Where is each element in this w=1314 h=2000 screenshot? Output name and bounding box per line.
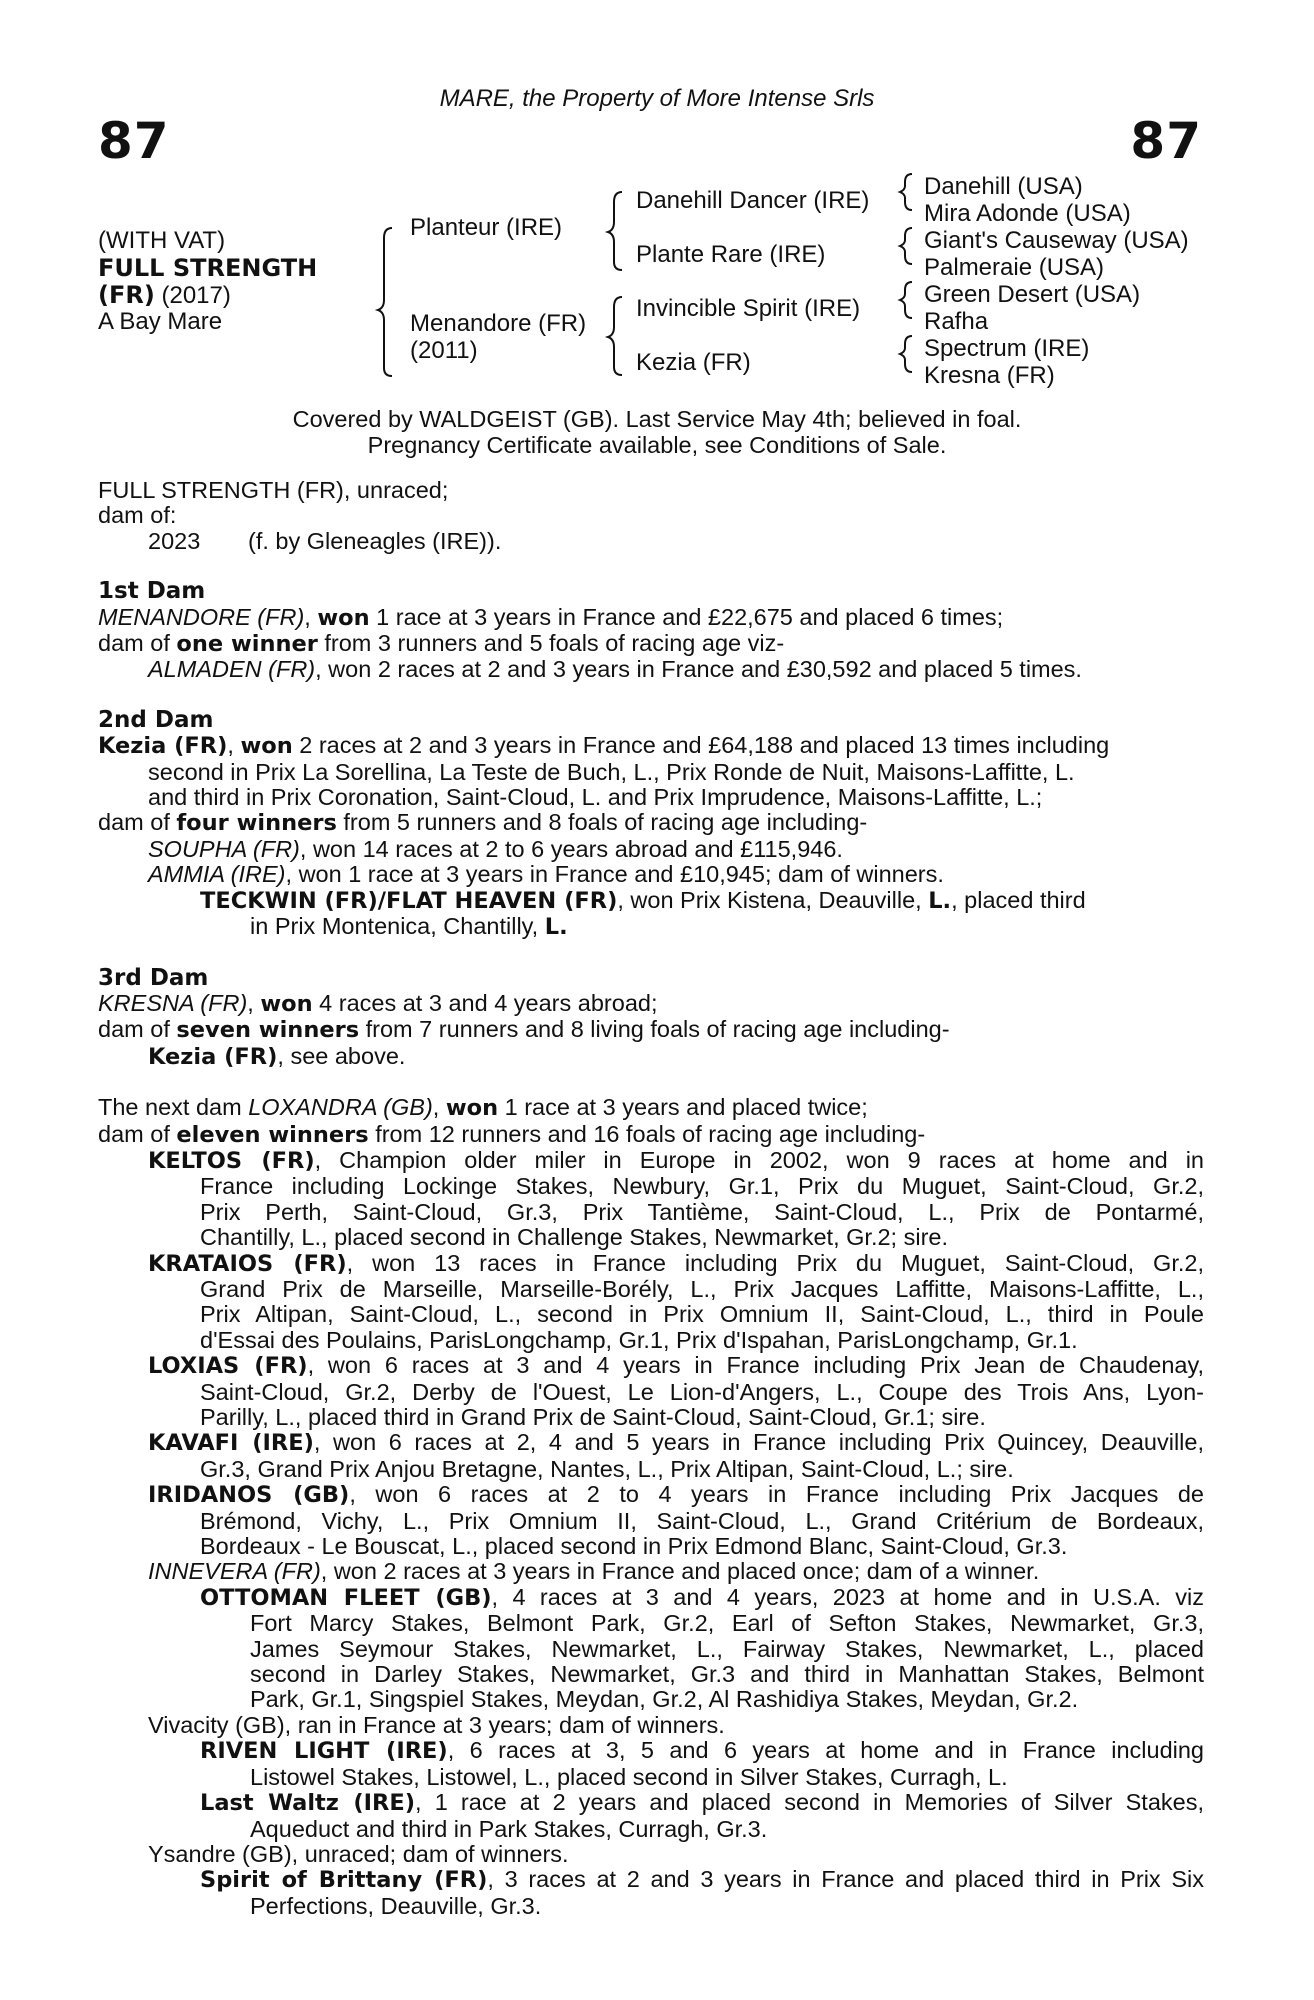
vat-label: (WITH VAT) — [98, 227, 226, 254]
third-dam-name: KRESNA (FR) — [98, 990, 248, 1016]
text: , see above. — [277, 1043, 406, 1069]
vivacity-line: Vivacity (GB), ran in France at 3 years; dam of winners. — [148, 1712, 725, 1738]
text: , 4 races at 3 and 4 years, 2023 at home and in U.S.A. viz — [491, 1584, 1204, 1610]
bracket-g2 — [900, 228, 912, 264]
progeny-name: KELTOS (FR) — [148, 1147, 315, 1174]
text: The next dam — [98, 1095, 249, 1121]
text: , — [432, 1095, 446, 1121]
text-bold: L. — [928, 887, 952, 914]
loxias-line-2: Saint-Cloud, Gr.2, Derby de l'Ouest, Le Lion-d'Angers, L., Coupe des Trois Ans, Lyon- — [200, 1379, 1204, 1405]
progeny-name: INNEVERA (FR) — [148, 1559, 321, 1585]
text: , won 6 races at 2, 4 and 5 years in France including Prix Quincey, Deauville, — [313, 1430, 1204, 1456]
text-bold: one winner — [176, 631, 318, 658]
text: dam of — [98, 810, 177, 836]
third-dam-line-2 — [98, 1017, 1204, 1043]
dam-dam: Kezia (FR) — [636, 349, 751, 376]
krataios-line-2: Grand Prix de Marseille, Marseille-Borély, L., Prix Jacques Laffitte, Maisons-Laffitte, L., — [200, 1276, 1204, 1302]
text: , won 1 race at 3 years in France and £10,945; dam of winners. — [285, 862, 944, 888]
first-dam-line-3 — [98, 657, 1204, 682]
text: , — [304, 604, 318, 630]
grandparent-8: Kresna (FR) — [924, 362, 1055, 389]
spirit-line-1 — [98, 1867, 1204, 1893]
text: 1 race at 3 years and placed twice; — [498, 1095, 868, 1121]
text: , won 2 races at 3 years in France and placed once; dam of a winner. — [320, 1559, 1040, 1585]
text: , — [227, 733, 241, 759]
progeny-name: RIVEN LIGHT (IRE) — [200, 1738, 448, 1765]
first-dam-line-2 — [98, 631, 1204, 657]
second-dam-line-4 — [98, 810, 1204, 836]
text: , won 14 races at 2 to 6 years abroad and £115,946. — [299, 836, 843, 862]
grandparent-2: Mira Adonde (USA) — [924, 200, 1131, 227]
grandparent-1: Danehill (USA) — [924, 173, 1083, 200]
first-dam-line-1 — [98, 605, 1204, 631]
grandparent-3: Giant's Causeway (USA) — [924, 227, 1189, 254]
first-dam-heading: 1st Dam — [98, 579, 206, 605]
third-dam-heading: 3rd Dam — [98, 965, 209, 991]
third-dam-line-3 — [98, 1044, 1204, 1070]
text: , 1 race at 2 years and placed second in Memories of Silver Stakes, — [415, 1790, 1204, 1816]
dam-year: (2011) — [410, 337, 478, 364]
text: , won 13 races in France including Prix du Muguet, Saint-Cloud, Gr.2, — [346, 1250, 1204, 1276]
progeny-name: LOXIAS (FR) — [148, 1353, 308, 1380]
second-dam-line-5 — [98, 837, 1204, 862]
riven-line-2: Listowel Stakes, Listowel, L., placed second in Silver Stakes, Curragh, L. — [250, 1764, 1008, 1790]
text: , 6 races at 3, 5 and 6 years at home and in France including — [447, 1738, 1204, 1764]
covered-line-2: Pregnancy Certificate available, see Conditions of Sale. — [367, 432, 947, 458]
text: in Prix Montenica, Chantilly, — [250, 914, 545, 940]
krataios-line-1 — [98, 1251, 1204, 1277]
dam: Menandore (FR) — [410, 310, 587, 337]
catalogue-body — [98, 478, 1204, 1919]
second-dam-line-7 — [98, 888, 1204, 914]
third-dam-line-1 — [98, 991, 1204, 1017]
second-dam-line-3: and third in Prix Coronation, Saint-Cloud, L. and Prix Imprudence, Maisons-Laffitte, L.; — [148, 785, 1043, 811]
produce-foal — [98, 529, 1204, 554]
progeny-name: KRATAIOS (FR) — [148, 1250, 347, 1277]
text-bold: four winners — [176, 810, 337, 837]
progeny-name: KAVAFI (IRE) — [148, 1430, 314, 1457]
text: from 7 runners and 8 living foals of racing age including- — [359, 1017, 950, 1043]
ottoman-line-1 — [98, 1585, 1204, 1611]
lot-number-left: 87 — [98, 112, 170, 170]
text-bold: seven winners — [176, 1017, 360, 1044]
ottoman-line-2: Fort Marcy Stakes, Belmont Park, Gr.2, Earl of Sefton Stakes, Newmarket, Gr.3, — [250, 1611, 1204, 1637]
progeny-name: TECKWIN (FR)/FLAT HEAVEN (FR) — [200, 887, 618, 914]
horse-year: (2017) — [154, 282, 231, 309]
iridanos-line-1 — [98, 1482, 1204, 1508]
progeny-name: Kezia (FR) — [148, 1043, 278, 1070]
next-dam-line-1 — [98, 1095, 1204, 1121]
progeny-name: OTTOMAN FLEET (GB) — [200, 1584, 492, 1611]
text: 2 races at 2 and 3 years in France and £64,188 and placed 13 times including — [292, 733, 1110, 759]
keltos-line-4: Chantilly, L., placed second in Challenge Stakes, Newmarket, Gr.2; sire. — [200, 1225, 949, 1251]
sire-sire: Danehill Dancer (IRE) — [636, 187, 870, 214]
grandparent-6: Rafha — [924, 308, 989, 335]
iridanos-line-3: Bordeaux - Le Bouscat, L., placed second in Prix Edmond Blanc, Saint-Cloud, Gr.3. — [200, 1534, 1068, 1560]
text: , won 6 races at 3 and 4 years in France including Prix Jean de Chaudenay, — [307, 1353, 1204, 1379]
text: dam of — [98, 631, 177, 657]
horse-country: (FR) — [98, 281, 155, 309]
lot-number-right: 87 — [1130, 112, 1202, 170]
loxias-line-3: Parilly, L., placed third in Grand Prix de Saint-Cloud, Saint-Cloud, Gr.1; sire. — [200, 1405, 986, 1430]
foal-description: (f. by Gleneagles (IRE)). — [248, 528, 502, 554]
text: , 3 races at 2 and 3 years in France and placed third in Prix Six — [487, 1867, 1204, 1893]
grandparent-7: Spectrum (IRE) — [924, 335, 1090, 362]
progeny-name: Spirit of Brittany (FR) — [200, 1867, 488, 1894]
krataios-line-4: d'Essai des Poulains, ParisLongchamp, Gr.1, Prix d'Ispahan, ParisLongchamp, Gr.1. — [200, 1327, 1078, 1353]
text-bold: L. — [544, 914, 568, 941]
text: from 12 runners and 16 foals of racing age including- — [368, 1121, 926, 1147]
ottoman-line-5: Park, Gr.1, Singspiel Stakes, Meydan, Gr.2, Al Rashidiya Stakes, Meydan, Gr.2. — [250, 1687, 1079, 1713]
text-bold: won — [445, 1095, 499, 1122]
progeny-name: SOUPHA (FR) — [148, 836, 300, 862]
progeny-name: AMMIA (IRE) — [148, 862, 286, 888]
horse-name: FULL STRENGTH — [98, 254, 318, 282]
progeny-name: ALMADEN (FR) — [148, 657, 316, 683]
first-dam-name: MENANDORE (FR) — [98, 604, 305, 630]
keltos-line-1 — [98, 1148, 1204, 1174]
text: , won 6 races at 2 to 4 years in France including Prix Jacques de — [349, 1482, 1204, 1508]
dam-sire: Invincible Spirit (IRE) — [636, 295, 861, 322]
bracket-g3 — [900, 282, 912, 318]
sire-dam: Plante Rare (IRE) — [636, 241, 826, 268]
foal-year: 2023 — [148, 528, 201, 554]
text: , placed third — [951, 887, 1086, 913]
next-dam-line-2 — [98, 1122, 1204, 1148]
bracket-main — [378, 228, 392, 376]
text: dam of — [98, 1017, 177, 1043]
second-dam-heading: 2nd Dam — [98, 707, 214, 733]
text: 1 race at 3 years in France and £22,675 and placed 6 times; — [369, 604, 1004, 630]
horse-description: A Bay Mare — [98, 308, 223, 335]
page-title: MARE, the Property of More Intense Srls — [439, 85, 875, 112]
keltos-line-3: Prix Perth, Saint-Cloud, Gr.3, Prix Tantième, Saint-Cloud, L., Prix de Pontarmé, — [200, 1199, 1204, 1225]
text-bold: won — [240, 733, 293, 760]
loxias-line-1 — [98, 1353, 1204, 1379]
bracket-dam — [608, 297, 622, 375]
text: , won Prix Kistena, Deauville, — [617, 887, 929, 913]
second-dam-line-2: second in Prix La Sorellina, La Teste de Buch, L., Prix Ronde de Nuit, Maisons-Laffitte, L. — [148, 759, 1075, 785]
text: 4 races at 3 and 4 years abroad; — [312, 990, 658, 1016]
kavafi-line-2: Gr.3, Grand Prix Anjou Bretagne, Nantes, L., Prix Altipan, Saint-Cloud, L.; sire. — [200, 1456, 1014, 1482]
bracket-sire — [608, 192, 622, 270]
sire: Planteur (IRE) — [410, 214, 563, 241]
ottoman-line-4: second in Darley Stakes, Newmarket, Gr.3 and third in Manhattan Stakes, Belmont — [250, 1662, 1204, 1688]
text: , — [247, 990, 261, 1016]
riven-line-1 — [98, 1738, 1204, 1764]
bracket-g4 — [900, 336, 912, 372]
kavafi-line-1 — [98, 1430, 1204, 1456]
text: from 5 runners and 8 foals of racing age including- — [336, 810, 868, 836]
spirit-line-2: Perfections, Deauville, Gr.3. — [250, 1893, 542, 1919]
ysandre-line: Ysandre (GB), unraced; dam of winners. — [148, 1841, 569, 1867]
text-bold: eleven winners — [176, 1121, 369, 1148]
waltz-line-1 — [98, 1790, 1204, 1816]
next-dam-name: LOXANDRA (GB) — [248, 1095, 433, 1121]
innevera-line — [98, 1559, 1204, 1584]
second-dam-line-1 — [98, 733, 1204, 759]
grandparent-5: Green Desert (USA) — [924, 281, 1141, 308]
produce-line-2: dam of: — [98, 503, 177, 529]
waltz-line-2: Aqueduct and third in Park Stakes, Curragh, Gr.3. — [250, 1816, 768, 1842]
bracket-g1 — [900, 174, 912, 210]
second-dam-name: Kezia (FR) — [98, 733, 228, 760]
text: from 3 runners and 5 foals of racing age viz- — [317, 631, 785, 657]
second-dam-line-6 — [98, 862, 1204, 887]
text-bold: won — [260, 990, 313, 1017]
progeny-name: Last Waltz (IRE) — [200, 1790, 415, 1817]
grandparent-4: Palmeraie (USA) — [924, 254, 1105, 281]
text: dam of — [98, 1121, 177, 1147]
second-dam-line-8 — [98, 914, 1204, 940]
iridanos-line-2: Brémond, Vichy, L., Prix Omnium II, Saint-Cloud, L., Grand Critérium de Bordeaux, — [200, 1508, 1204, 1534]
text: , won 2 races at 2 and 3 years in France and £30,592 and placed 5 times. — [315, 657, 1082, 683]
keltos-line-2: France including Lockinge Stakes, Newbury, Gr.1, Prix du Muguet, Saint-Cloud, Gr.2, — [200, 1174, 1204, 1200]
produce-line-1: FULL STRENGTH (FR), unraced; — [98, 478, 449, 503]
krataios-line-3: Prix Altipan, Saint-Cloud, L., second in Prix Omnium II, Saint-Cloud, L., third in Poule — [200, 1302, 1204, 1328]
text: , Champion older miler in Europe in 2002, won 9 races at home and in — [314, 1147, 1204, 1173]
covered-line-1: Covered by WALDGEIST (GB). Last Service May 4th; believed in foal. — [292, 406, 1022, 432]
progeny-name: IRIDANOS (GB) — [148, 1482, 350, 1509]
text-bold: won — [317, 604, 370, 631]
ottoman-line-3: James Seymour Stakes, Newmarket, L., Fairway Stakes, Newmarket, L., placed — [250, 1636, 1204, 1662]
